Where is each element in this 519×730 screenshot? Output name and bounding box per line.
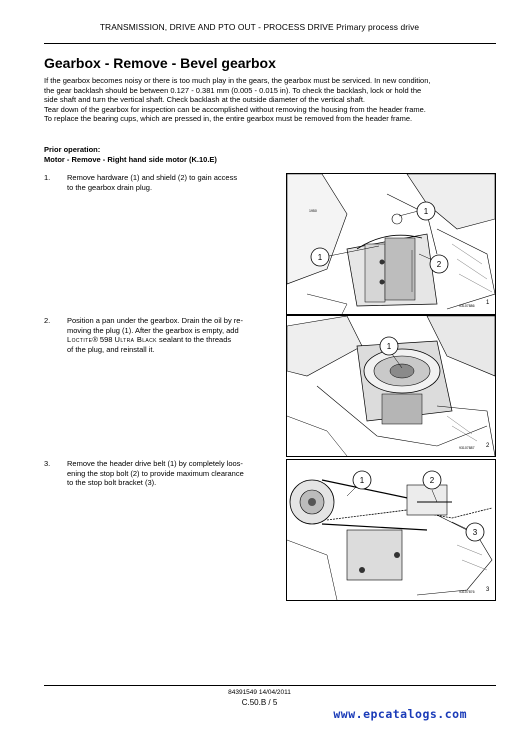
- intro-line: To replace the bearing cups, which are pressed in, the entire gearbox must be removed from the header frame.: [44, 114, 413, 124]
- prior-operation: [44, 145, 494, 164]
- ultra-black-brand: Ultra Black: [114, 335, 157, 345]
- loctite-brand: Loctite: [67, 335, 93, 345]
- figure-3-illustration: [287, 460, 495, 600]
- figure-1-tag: 1950: [309, 209, 317, 213]
- step-line: [67, 335, 277, 345]
- callout-label: 2: [429, 476, 435, 485]
- step-1-text: [67, 173, 277, 192]
- step-fragment: sealant to the threads: [156, 335, 232, 345]
- intro-line: Tear down of the gearbox for inspection can be accomplished without removing the housing from the header frame.: [44, 104, 426, 114]
- watermark-link[interactable]: www.epcatalogs.com: [333, 707, 467, 721]
- intro-line: If the gearbox becomes noisy or there is too much play in the gears, the gearbox must be serviced. In new condition,: [44, 76, 431, 85]
- footer-page-number: C.50.B / 5: [241, 698, 278, 707]
- footer-rule: [44, 685, 496, 686]
- figure-2-code: 93107887: [459, 446, 475, 450]
- figure-3: [286, 459, 496, 601]
- header-rule: [44, 43, 496, 44]
- callout-label: 1: [317, 253, 323, 262]
- page-header-title: TRANSMISSION, DRIVE AND PTO OUT - PROCESS DRIVE Primary process drive: [99, 22, 420, 32]
- step-3-number: 3.: [44, 459, 51, 468]
- figure-2-illustration: [287, 316, 495, 456]
- step-line: to the stop bolt bracket (3).: [67, 478, 157, 488]
- step-3-text: [67, 459, 277, 488]
- step-1-number: 1.: [44, 173, 51, 182]
- intro-line: the gear backlash should be between 0.127 - 0.381 mm (0.005 - 0.015 in). To check the backlash, lock or hold the: [44, 85, 422, 95]
- callout-label: 1: [386, 342, 392, 351]
- callout-label: 1: [423, 207, 429, 216]
- intro-line: side shaft and turn the vertical shaft. Check backlash at the outside diameter of the vertical shaft.: [44, 95, 366, 105]
- figure-2: [286, 315, 496, 457]
- step-2-text: [67, 316, 277, 354]
- figure-3-number: 3: [486, 587, 490, 593]
- step-line: Position a pan under the gearbox. Drain the oil by re-: [67, 316, 243, 325]
- figure-1-illustration: [287, 174, 495, 314]
- section-title: Gearbox - Remove - Bevel gearbox: [44, 55, 276, 71]
- figure-1-number: 1: [486, 300, 490, 306]
- callout-label: 2: [436, 260, 442, 269]
- step-2-number: 2.: [44, 316, 51, 325]
- footer-document-code: 84391549 14/04/2011: [228, 689, 291, 696]
- prior-operation-label: Prior operation:: [44, 145, 101, 154]
- step-line: to the gearbox drain plug.: [67, 182, 153, 192]
- figure-1-code: 93107886: [459, 304, 475, 308]
- figure-2-number: 2: [486, 443, 490, 449]
- figure-3-code: 93107876: [459, 590, 475, 594]
- prior-operation-link[interactable]: Motor - Remove - Right hand side motor (K.10.E): [44, 154, 217, 164]
- callout-label: 3: [472, 528, 478, 537]
- step-line: of the plug, and reinstall it.: [67, 344, 155, 354]
- step-line: moving the plug (1). After the gearbox is empty, add: [67, 325, 239, 335]
- callout-label: 1: [359, 476, 365, 485]
- step-fragment: ® 598: [92, 335, 115, 345]
- step-line: ening the stop bolt (2) to provide maximum clearance: [67, 468, 244, 478]
- step-line: Remove the header drive belt (1) by completely loos-: [67, 459, 243, 468]
- step-line: Remove hardware (1) and shield (2) to gain access: [67, 173, 238, 182]
- figure-1: [286, 173, 496, 315]
- intro-paragraph: [44, 76, 494, 124]
